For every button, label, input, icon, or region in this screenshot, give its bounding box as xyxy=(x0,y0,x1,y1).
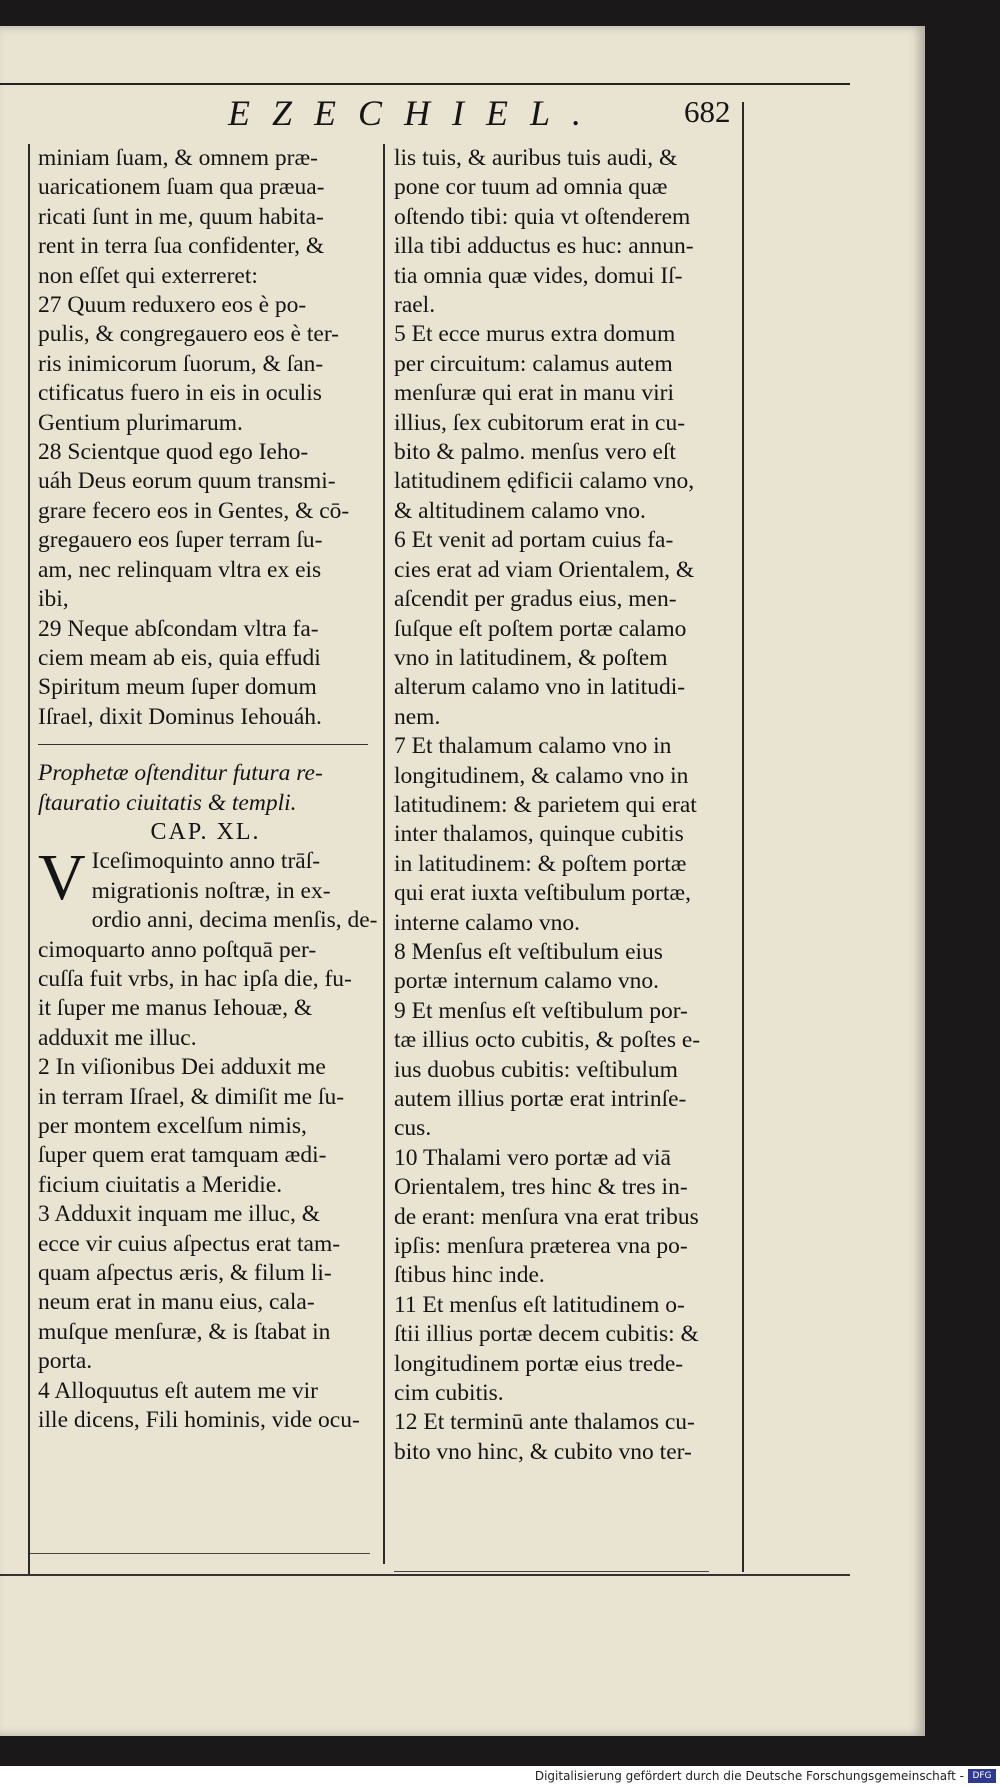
text-line: grare fecero eos in Gentes, & cō- xyxy=(38,497,350,524)
text-line: it ſuper me manus Iehouæ, & xyxy=(38,995,313,1022)
right-footer-rule xyxy=(394,1571,709,1572)
text-line: per montem excelſum nimis, xyxy=(38,1113,307,1139)
digitization-footer xyxy=(0,1766,1000,1787)
text-line: 28 Scientque quod ego Ieho- xyxy=(38,439,309,466)
dfg-logo-icon: DFG xyxy=(968,1769,996,1783)
text-line: 27 Quum reduxero eos è po- xyxy=(38,292,307,319)
text-line: ricati ſunt in me, quum habita- xyxy=(38,203,324,230)
text-line: ſtibus hinc inde. xyxy=(394,1262,545,1289)
text-line: ipſis: menſura præterea vna po- xyxy=(394,1233,688,1260)
text-line: latitudinem: & parietem qui erat xyxy=(394,791,697,818)
text-line: cuſſa fuit vrbs, in hac ipſa die, fu- xyxy=(38,965,352,992)
text-line: oſtendo tibi: quia vt oſtenderem xyxy=(394,203,691,230)
text-line: 29 Neque abſcondam vltra fa- xyxy=(38,615,319,642)
text-line: Prophetæ oſtenditur futura re- xyxy=(38,760,323,787)
left-footer-rule xyxy=(30,1553,370,1554)
text-line: ius duobus cubitis: veſtibulum xyxy=(394,1056,678,1083)
text-line: 11 Et menſus eſt latitudinem o- xyxy=(394,1291,685,1318)
text-line: tia omnia quæ vides, domui Iſ- xyxy=(394,262,683,289)
text-line: 9 Et menſus eſt veſtibulum por- xyxy=(394,997,688,1024)
text-line: 2 In viſionibus Dei adduxit me xyxy=(38,1054,326,1081)
text-line: 5 Et ecce murus extra domum xyxy=(394,321,676,348)
text-line: ris inimicorum ſuorum, & ſan- xyxy=(38,350,324,377)
text-line: latitudinem ędificii calamo vno, xyxy=(394,468,695,495)
text-line: miniam ſuam, & omnem præ- xyxy=(38,145,319,171)
text-line: Gentium plurimarum. xyxy=(38,409,243,436)
column-separator-rule xyxy=(383,144,385,1564)
text-line: neum erat in manu eius, cala- xyxy=(38,1289,315,1316)
text-line: uaricationem ſuam qua præua- xyxy=(38,174,325,201)
chapter-opening xyxy=(38,841,378,1435)
text-line: aſcendit per gradus eius, men- xyxy=(394,586,677,613)
text-line: 4 Alloquutus eſt autem me vir xyxy=(38,1377,319,1404)
left-column-text-a xyxy=(38,144,373,732)
chapter-heading: CAP. XL. xyxy=(150,818,261,845)
text-line: ſuſque eſt poſtem portæ calamo xyxy=(394,615,687,642)
text-line: vno in latitudinem, & poſtem xyxy=(394,644,668,671)
running-head: EZECHIEL. xyxy=(228,93,604,133)
text-line: cimoquarto anno poſtquā per- xyxy=(38,936,317,963)
text-line: cies erat ad viam Orientalem, & xyxy=(394,556,695,583)
text-line: 7 Et thalamum calamo vno in xyxy=(394,733,672,760)
right-column xyxy=(394,144,734,1467)
text-line: migrationis noſtræ, in ex- xyxy=(91,877,331,904)
text-line: inter thalamos, quinque cubitis xyxy=(394,821,684,848)
text-line: bito & palmo. menſus vero eſt xyxy=(394,439,676,466)
text-line: am, nec relinquam vltra ex eis xyxy=(38,556,322,583)
text-line: in latitudinem: & poſtem portæ xyxy=(394,850,687,877)
text-line: ctificatus fuero in eis in oculis xyxy=(38,380,322,407)
text-line: menſuræ qui erat in manu viri xyxy=(394,380,674,407)
text-line: pone cor tuum ad omnia quæ xyxy=(394,174,668,201)
text-line: quam aſpectus æris, & filum li- xyxy=(38,1260,332,1287)
text-line: ciem meam ab eis, quia effudi xyxy=(38,644,321,671)
right-margin-rule xyxy=(742,102,744,1572)
page-number: 682 xyxy=(684,94,731,129)
text-line: pulis, & congregauero eos è ter- xyxy=(38,321,340,348)
text-line: Spiritum meum ſuper domum xyxy=(38,674,317,701)
text-line: qui erat iuxta veſtibulum portæ, xyxy=(394,880,691,907)
left-column xyxy=(38,144,378,1435)
text-line: cim cubitis. xyxy=(394,1380,504,1407)
text-line: 3 Adduxit inquam me illuc, & xyxy=(38,1201,320,1228)
text-line: ecce vir cuius aſpectus erat tam- xyxy=(38,1230,341,1257)
text-line: rent in terra ſua confidenter, & xyxy=(38,233,325,260)
left-column-text-b xyxy=(38,841,378,1435)
text-line: muſque menſuræ, & is ſtabat in xyxy=(38,1318,331,1345)
page-bottom-rule xyxy=(0,1574,850,1576)
text-line: & altitudinem calamo vno. xyxy=(394,497,646,524)
text-line: longitudinem portæ eius trede- xyxy=(394,1350,684,1377)
text-line: ibi, xyxy=(38,586,69,613)
text-line: porta. xyxy=(38,1348,93,1375)
text-line: tæ illius octo cubitis, & poſtes e- xyxy=(394,1027,701,1054)
text-line: ſtii illius portæ decem cubitis: & xyxy=(394,1321,699,1348)
text-line: 8 Menſus eſt veſtibulum eius xyxy=(394,938,663,965)
text-line: ſuper quem erat tamquam ædi- xyxy=(38,1142,327,1169)
text-line: Orientalem, tres hinc & tres in- xyxy=(394,1174,688,1201)
text-line: lis tuis, & auribus tuis audi, & xyxy=(394,145,678,171)
text-line: rael. xyxy=(394,292,436,319)
text-line: 12 Et terminū ante thalamos cu- xyxy=(394,1409,695,1436)
text-line: per circuitum: calamus autem xyxy=(394,350,673,377)
text-line: ſtauratio ciuitatis & templi. xyxy=(38,789,297,816)
text-line: illa tibi adductus es huc: annun- xyxy=(394,233,694,260)
funding-credit: Digitalisierung gefördert durch die Deutsche Forschungsgemeinschaft - xyxy=(534,1769,964,1783)
drop-cap: V xyxy=(38,841,86,915)
right-column-text xyxy=(394,144,734,1467)
text-line: 10 Thalami vero portæ ad viā xyxy=(394,1144,671,1171)
text-line: illius, ſex cubitorum erat in cu- xyxy=(394,409,686,436)
chapter-summary xyxy=(38,759,373,818)
left-margin-rule xyxy=(28,144,30,1574)
text-line: alterum calamo vno in latitudi- xyxy=(394,674,686,701)
text-line: cus. xyxy=(394,1115,432,1142)
text-line: ficium ciuitatis a Meridie. xyxy=(38,1171,283,1198)
text-line: Iſrael, dixit Dominus Iehouáh. xyxy=(38,703,322,730)
text-line: Iceſimoquinto anno trāſ- xyxy=(91,848,321,875)
text-line: non eſſet qui exterreret: xyxy=(38,262,258,289)
text-line: uáh Deus eorum quum transmi- xyxy=(38,468,336,495)
text-line: in terram Iſrael, & dimiſit me ſu- xyxy=(38,1083,345,1110)
text-line: interne calamo vno. xyxy=(394,909,580,936)
book-page xyxy=(0,26,925,1736)
text-line: ordio anni, decima menſis, de- xyxy=(91,907,378,934)
text-line: portæ internum calamo vno. xyxy=(394,968,659,995)
text-line: 6 Et venit ad portam cuius fa- xyxy=(394,527,674,554)
text-line: nem. xyxy=(394,703,441,730)
text-line: adduxit me illuc. xyxy=(38,1024,197,1051)
text-line: ille dicens, Fili hominis, vide ocu- xyxy=(38,1407,360,1434)
header-rule xyxy=(0,83,850,85)
text-line: gregauero eos ſuper terram ſu- xyxy=(38,527,323,554)
text-line: de erant: menſura vna erat tribus xyxy=(394,1203,699,1230)
text-line: longitudinem, & calamo vno in xyxy=(394,762,689,789)
text-line: bito vno hinc, & cubito vno ter- xyxy=(394,1438,692,1465)
section-divider xyxy=(38,744,368,745)
text-line: autem illius portæ erat intrinſe- xyxy=(394,1086,687,1112)
